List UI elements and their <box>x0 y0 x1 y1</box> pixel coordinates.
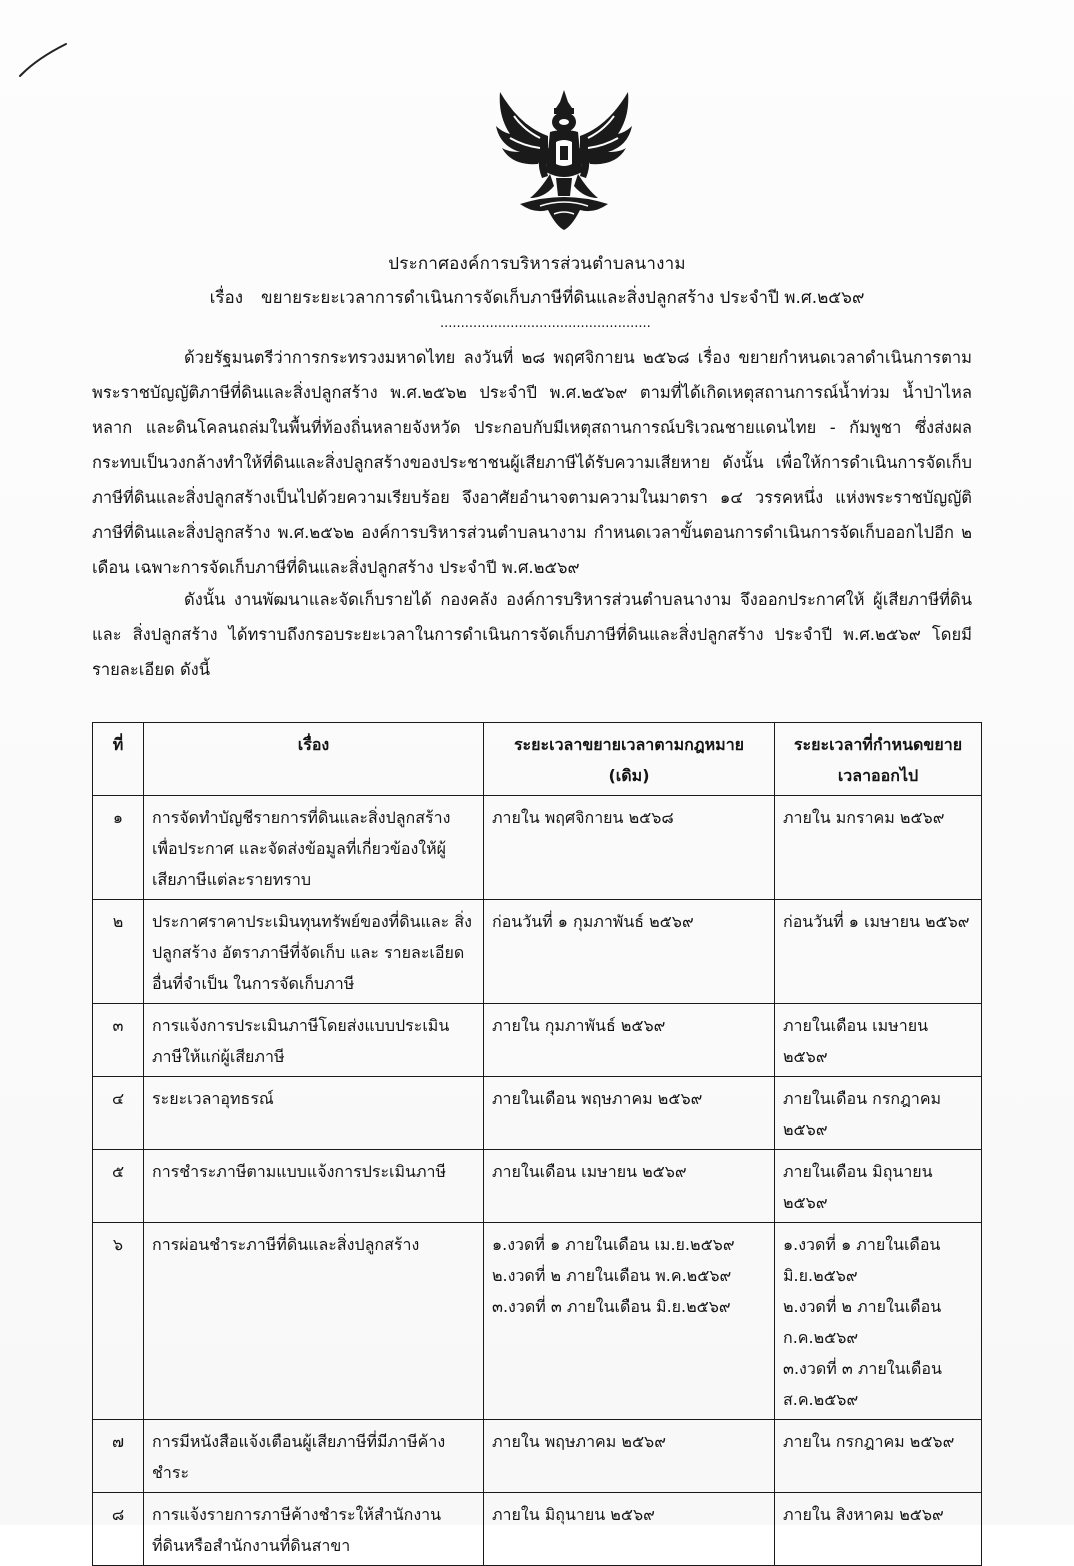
row-extended: ภายในเดือน เมษายน ๒๕๖๙ <box>775 1004 982 1077</box>
table-row <box>93 1004 982 1077</box>
header-num: ที่ <box>93 723 144 796</box>
row-topic: การมีหนังสือแจ้งเตือนผู้เสียภาษีที่มีภาษีค้าง ชำระ <box>144 1420 484 1493</box>
table-row <box>93 796 982 900</box>
header-extended: ระยะเวลาที่กำหนดขยายเวลาออกไป <box>775 723 982 796</box>
row-topic: ประกาศราคาประเมินทุนทรัพย์ของที่ดินและ สิ่งปลูกสร้าง อัตราภาษีที่จัดเก็บ และ รายละเอียดอื่นที่จำเป็น ในการจัดเก็บภาษี <box>144 900 484 1004</box>
paragraph-2-text: ดังนั้น งานพัฒนาและจัดเก็บรายได้ กองคลัง องค์การบริหารส่วนตำบลนางาม จึงออกประกาศให้ ผู้เสียภาษีที่ดินและ สิ่งปลูกสร้าง ได้ทราบถึงกรอบระยะเวลาในการดำเนินการจัดเก็บภาษีที่ดินและสิ่งปลูกสร้าง ประจำปี พ.ศ.๒๕๖๙ โดยมี รายละเอียด ดังนี้ <box>92 590 972 679</box>
header-original: ระยะเวลาขยายเวลาตามกฎหมาย (เดิม) <box>484 723 775 796</box>
installment-line: ๑.งวดที่ ๑ ภายในเดือน มิ.ย.๒๕๖๙ <box>783 1235 941 1285</box>
row-num: ๑ <box>93 796 144 900</box>
table-row <box>93 1223 982 1420</box>
row-original: ภายในเดือน พฤษภาคม ๒๕๖๙ <box>484 1077 775 1150</box>
installment-line: ๑.งวดที่ ๑ ภายในเดือน เม.ย.๒๕๖๙ <box>492 1235 735 1254</box>
installment-line: ๒.งวดที่ ๒ ภายในเดือน ก.ค.๒๕๖๙ <box>783 1297 942 1347</box>
row-original: ภายใน มิถุนายน ๒๕๖๙ <box>484 1493 775 1566</box>
table-row <box>93 1420 982 1493</box>
row-topic: ระยะเวลาอุทธรณ์ <box>144 1077 484 1150</box>
dotted-separator: ................................................... <box>440 316 651 331</box>
row-extended: ภายใน กรกฎาคม ๒๕๖๙ <box>775 1420 982 1493</box>
row-num: ๖ <box>93 1223 144 1420</box>
row-extended: ภายใน สิงหาคม ๒๕๖๙ <box>775 1493 982 1566</box>
row-num: ๕ <box>93 1150 144 1223</box>
row-extended: ภายในเดือน มิถุนายน ๒๕๖๙ <box>775 1150 982 1223</box>
row-num: ๗ <box>93 1420 144 1493</box>
installment-line: ๒.งวดที่ ๒ ภายในเดือน พ.ค.๒๕๖๙ <box>492 1266 732 1285</box>
pen-slash-icon <box>18 38 70 78</box>
installment-line: ๓.งวดที่ ๓ ภายในเดือน มิ.ย.๒๕๖๙ <box>492 1297 731 1316</box>
row-num: ๔ <box>93 1077 144 1150</box>
row-topic: การแจ้งรายการภาษีค้างชำระให้สำนักงาน ที่ดินหรือสำนักงานที่ดินสาขา <box>144 1493 484 1566</box>
subject-label: เรื่อง <box>209 288 244 308</box>
row-original: ภายใน กุมภาพันธ์ ๒๕๖๙ <box>484 1004 775 1077</box>
row-topic: การผ่อนชำระภาษีที่ดินและสิ่งปลูกสร้าง <box>144 1223 484 1420</box>
body-paragraph-2 <box>92 582 972 687</box>
row-num: ๒ <box>93 900 144 1004</box>
schedule-table <box>92 722 982 1566</box>
row-extended: ภายใน มกราคม ๒๕๖๙ <box>775 796 982 900</box>
table-row <box>93 1077 982 1150</box>
subject-text: ขยายระยะเวลาการดำเนินการจัดเก็บภาษีที่ดินและสิ่งปลูกสร้าง ประจำปี พ.ศ.๒๕๖๙ <box>261 288 865 308</box>
row-original: ภายในเดือน เมษายน ๒๕๖๙ <box>484 1150 775 1223</box>
announcement-title: ประกาศองค์การบริหารส่วนตำบลนางาม <box>388 254 686 274</box>
row-original: ภายใน พฤศจิกายน ๒๕๖๘ <box>484 796 775 900</box>
row-original <box>484 1223 775 1420</box>
row-num: ๓ <box>93 1004 144 1077</box>
table-header-row <box>93 723 982 796</box>
row-extended <box>775 1223 982 1420</box>
table-row <box>93 1493 982 1566</box>
row-original: ก่อนวันที่ ๑ กุมภาพันธ์ ๒๕๖๙ <box>484 900 775 1004</box>
garuda-emblem-icon <box>490 86 638 232</box>
table-row <box>93 900 982 1004</box>
body-paragraph-1 <box>92 340 972 585</box>
header-topic: เรื่อง <box>144 723 484 796</box>
row-topic: การจัดทำบัญชีรายการที่ดินและสิ่งปลูกสร้าง เพื่อประกาศ และจัดส่งข้อมูลที่เกี่ยวข้องให้ผู้ เสียภาษีแต่ละรายทราบ <box>144 796 484 900</box>
row-topic: การชำระภาษีตามแบบแจ้งการประเมินภาษี <box>144 1150 484 1223</box>
table-row <box>93 1150 982 1223</box>
installment-line: ๓.งวดที่ ๓ ภายในเดือน ส.ค.๒๕๖๙ <box>783 1359 942 1409</box>
row-topic: การแจ้งการประเมินภาษีโดยส่งแบบประเมิน ภาษีให้แก่ผู้เสียภาษี <box>144 1004 484 1077</box>
row-num: ๘ <box>93 1493 144 1566</box>
subject-line <box>0 284 1074 311</box>
row-original: ภายใน พฤษภาคม ๒๕๖๙ <box>484 1420 775 1493</box>
row-extended: ภายในเดือน กรกฎาคม ๒๕๖๙ <box>775 1077 982 1150</box>
paragraph-1-text: ด้วยรัฐมนตรีว่าการกระทรวงมหาดไทย ลงวันที่ ๒๘ พฤศจิกายน ๒๕๖๘ เรื่อง ขยายกำหนดเวลาดำเนินการตาม พระราชบัญญัติภาษีที่ดินและสิ่งปลูกสร้าง พ.ศ.๒๕๖๒ ประจำปี พ.ศ.๒๕๖๙ ตามที่ได้เกิดเหตุสถานการณ์น้ำท่วม น้ำป่าไหล หลาก และดินโคลนถล่มในพื้นที่ท้องถิ่นหลายจังหวัด ประกอบกับมีเหตุสถานการณ์บริเวณชายแดนไทย - กัมพูชา ซึ่งส่งผล กระทบเป็นวงกล้างทำให้ที่ดินและสิ่งปลูกสร้างของประชาชนผู้เสียภาษีได้รับความเสียหาย ดังนั้น เพื่อให้การดำเนินการจัดเก็บ ภาษีที่ดินและสิ่งปลูกสร้างเป็นไปด้วยความเรียบร้อย จึงอาศัยอำนาจตามความในมาตรา ๑๔ วรรคหนึ่ง แห่งพระราชบัญญัติ ภาษีที่ดินและสิ่งปลูกสร้าง พ.ศ.๒๕๖๒ องค์การบริหารส่วนตำบลนางาม กำหนดเวลาขั้นตอนการดำเนินการจัดเก็บออกไปอีก ๒ เดือน เฉพาะการจัดเก็บภาษีที่ดินและสิ่งปลูกสร้าง ประจำปี พ.ศ.๒๕๖๙ <box>92 348 972 577</box>
row-extended: ก่อนวันที่ ๑ เมษายน ๒๕๖๙ <box>775 900 982 1004</box>
